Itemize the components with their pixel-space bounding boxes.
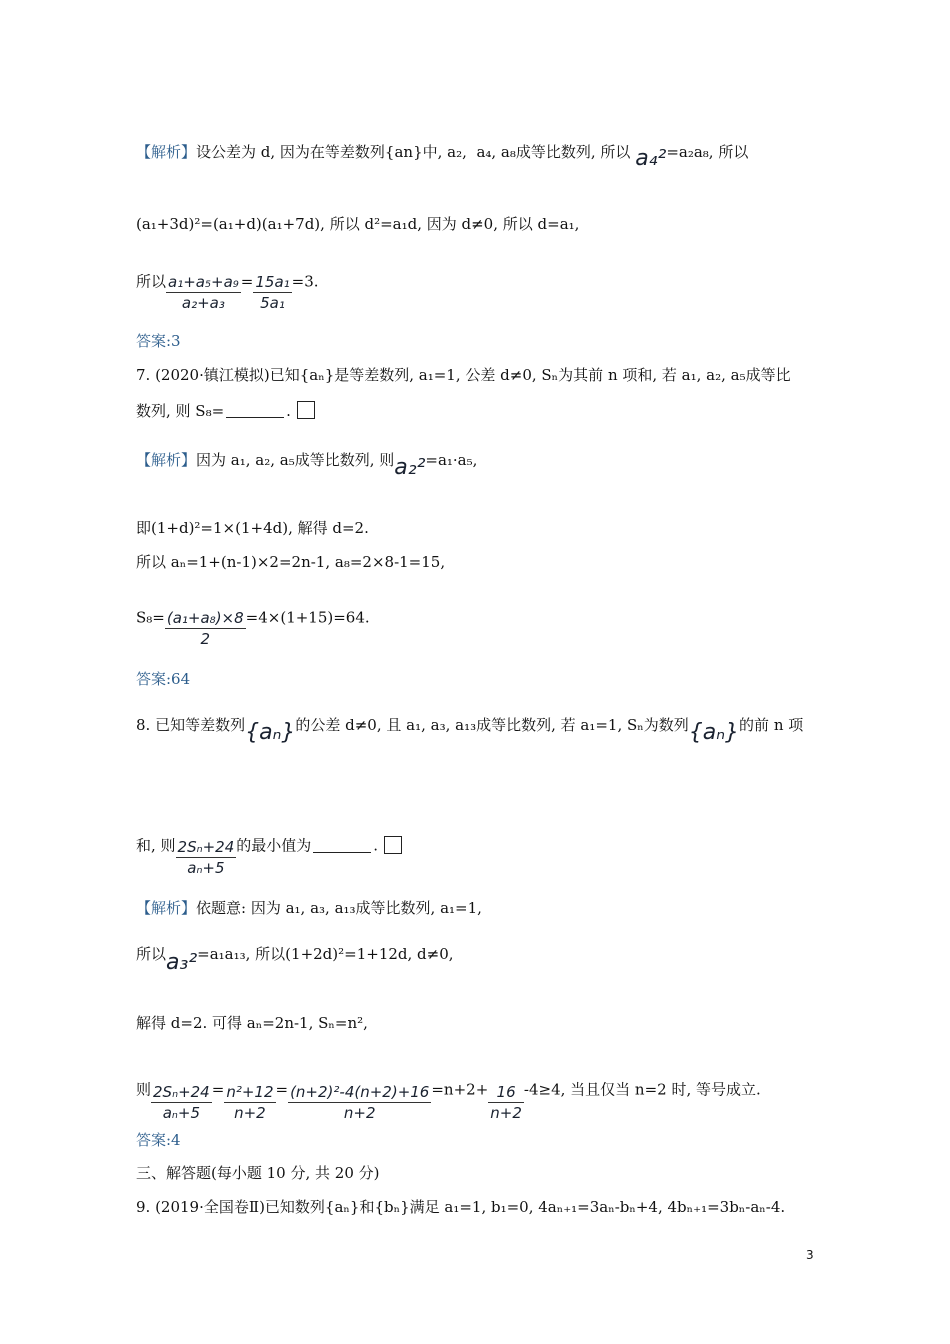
fraction: $\frac{\text{(a₁+a₈)×8}}{2}$: [166, 609, 244, 648]
seq-symbol: {aₙ}: [245, 720, 296, 745]
checkbox-icon: [297, 401, 315, 419]
answer-blank: [313, 838, 371, 853]
q8-line5: 解得 d=2. 可得 aₙ=2n-1, Sₙ=n²,: [136, 1014, 368, 1032]
fraction: $\frac{\text{2Sₙ+24}}{\text{aₙ+5}}$: [153, 1083, 210, 1122]
section-heading: 三、解答题(每小题 10 分, 共 20 分): [136, 1164, 380, 1182]
jiexi-tag: 【解析】: [136, 451, 197, 469]
page-number: 3: [806, 1248, 814, 1262]
fraction: $\frac{\text{n²+12}}{n+2}$: [226, 1083, 274, 1122]
fraction: $\frac{16}{n+2}$: [490, 1083, 522, 1122]
q8-line4: 所以a₃²=a₁a₁₃, 所以(1+2d)²=1+12d, d≠0,: [136, 945, 454, 975]
q7-line1: 7. (2020·镇江模拟)已知{aₙ}是等差数列, a₁=1, 公差 d≠0, Sₙ为其前 n 项和, 若 a₁, a₂, a₅成等比: [136, 366, 791, 384]
jiexi-tag: 【解析】: [136, 143, 197, 161]
checkbox-icon: [384, 836, 402, 854]
q8-line3: 【解析】依题意: 因为 a₁, a₃, a₁₃成等比数列, a₁=1,: [136, 899, 482, 917]
q8-line6: 则 $\frac{\text{2Sₙ+24}}{\text{aₙ+5}}$ = $\frac{\text{n²+12}}{n+2}$ = $\frac{\text{(n+2)²-4(n+2)+16}}{n+2}$ =n+2+ $\frac{16}{n+2}$ -4≥4, 当且仅当 n=2 时, 等号成立.: [136, 1080, 761, 1122]
q9-line1: 9. (2019·全国卷Ⅱ)已知数列{aₙ}和{bₙ}满足 a₁=1, b₁=0, 4aₙ₊₁=3aₙ-bₙ+4, 4bₙ₊₁=3bₙ-aₙ-4.: [136, 1198, 786, 1216]
q6-answer: 答案:3: [136, 332, 181, 350]
q8-line2: 和, 则 $\frac{\text{2Sₙ+24}}{\text{aₙ+5}}$ 的最小值为 .: [136, 826, 402, 867]
q7-line6: S₈= $\frac{\text{(a₁+a₈)×8}}{2}$ =4×(1+15)=64.: [136, 608, 370, 648]
jiexi-tag: 【解析】: [136, 899, 197, 917]
q7-answer: 答案:64: [136, 670, 191, 688]
answer-blank: [226, 403, 284, 418]
q7-line2: 数列, 则 S₈= .: [136, 401, 315, 421]
q6-line2: (a₁+3d)²=(a₁+d)(a₁+7d), 所以 d²=a₁d, 因为 d≠0, 所以 d=a₁,: [136, 215, 580, 233]
q8-answer: 答案:4: [136, 1131, 181, 1149]
seq-symbol: {aₙ}: [688, 720, 740, 745]
fraction: $\frac{\text{2Sₙ+24}}{\text{aₙ+5}}$: [177, 838, 235, 877]
q6-line1: 【解析】设公差为 d, 因为在等差数列{an}中, a₂, a₄, a₈成等比数列, 所以 a₄²=a₂a₈, 所以: [136, 143, 749, 171]
q6-line3: 所以 $\frac{\text{a₁+a₅+a₉}}{\text{a₂+a₃}}$ = $\frac{\text{15a₁}}{\text{5a₁}}$ =3.: [136, 272, 319, 312]
fraction: $\frac{\text{a₁+a₅+a₉}}{\text{a₂+a₃}}$: [168, 273, 239, 312]
math-a4-squared: a₄²: [635, 146, 667, 171]
fraction: $\frac{\text{15a₁}}{\text{5a₁}}$: [255, 273, 290, 312]
math-a2-squared: a₂²: [394, 455, 426, 480]
q7-line5: 所以 aₙ=1+(n-1)×2=2n-1, a₈=2×8-1=15,: [136, 553, 446, 571]
q8-line1: 8. 已知等差数列{aₙ}的公差 d≠0, 且 a₁, a₃, a₁₃成等比数列, 若 a₁=1, Sₙ为数列{aₙ}的前 n 项: [136, 716, 804, 745]
q7-line3: 【解析】因为 a₁, a₂, a₅成等比数列, 则a₂²=a₁·a₅,: [136, 451, 478, 480]
q7-line4: 即(1+d)²=1×(1+4d), 解得 d=2.: [136, 519, 369, 537]
fraction: $\frac{\text{(n+2)²-4(n+2)+16}}{n+2}$: [290, 1083, 430, 1122]
math-a3-squared: a₃²: [166, 950, 198, 975]
